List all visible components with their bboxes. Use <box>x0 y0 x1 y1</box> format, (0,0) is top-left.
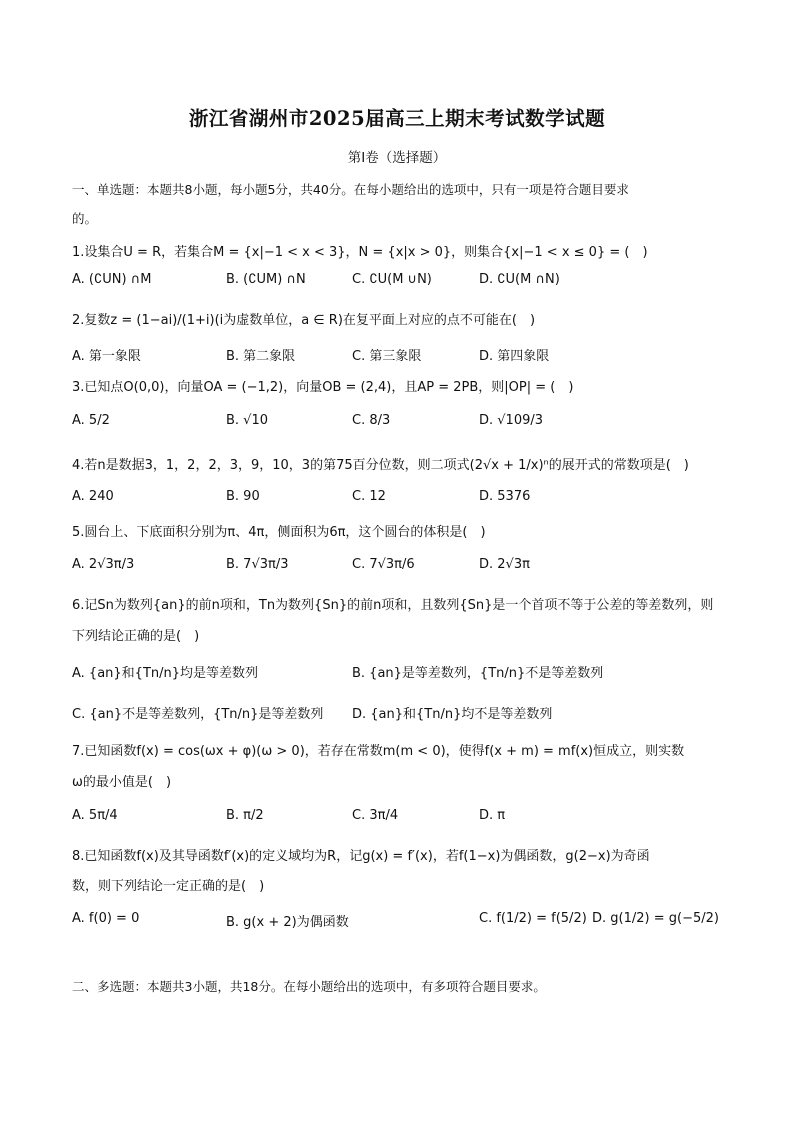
question-1-option-b: B. (∁UM) ∩N <box>226 272 306 287</box>
section2-heading: 二、多选题：本题共3小题，共18分。在每小题给出的选项中，有多项符合题目要求。 <box>72 979 546 994</box>
question-2-option-d: D. 第四象限 <box>479 349 550 364</box>
question-5-option-d: D. 2√3π <box>479 557 530 572</box>
question-8-stem-cont: 数，则下列结论一定正确的是( ) <box>72 879 265 894</box>
question-7-option-b: B. π/2 <box>226 808 264 823</box>
question-6-stem-cont: 下列结论正确的是( ) <box>72 629 200 644</box>
question-5-stem: 5.圆台上、下底面积分别为π、4π，侧面积为6π，这个圆台的体积是( ) <box>72 525 486 540</box>
question-8-option-c: C. f(1/2) = f(5/2) <box>479 911 587 926</box>
question-3-option-a: A. 5/2 <box>72 413 110 428</box>
question-2-option-c: C. 第三象限 <box>352 349 422 364</box>
question-4-option-d: D. 5376 <box>479 489 531 504</box>
question-7-option-a: A. 5π/4 <box>72 808 118 823</box>
question-8-stem: 8.已知函数f(x)及其导函数f′(x)的定义域均为R，记g(x) = f′(x)，若f(1−x)为偶函数，g(2−x)为奇函 <box>72 849 650 864</box>
question-3-option-b: B. √10 <box>226 413 269 428</box>
question-5-option-b: B. 7√3π/3 <box>226 557 289 572</box>
question-7-option-d: D. π <box>479 808 506 823</box>
question-4-option-a: A. 240 <box>72 489 114 504</box>
question-7-stem: 7.已知函数f(x) = cos(ωx + φ)(ω > 0)，若存在常数m(m < 0)，使得f(x + m) = mf(x)恒成立，则实数 <box>72 744 685 759</box>
question-1-option-a: A. (∁UN) ∩M <box>72 272 152 287</box>
exam-subtitle: 第I卷（选择题） <box>347 150 447 166</box>
question-7-option-c: C. 3π/4 <box>352 808 399 823</box>
question-4-option-c: C. 12 <box>352 489 386 504</box>
question-2-option-b: B. 第二象限 <box>226 349 296 364</box>
section1-heading: 一、单选题：本题共8小题，每小题5分，共40分。在每小题给出的选项中，只有一项是符合题目要求 <box>72 182 629 197</box>
question-3-option-c: C. 8/3 <box>352 413 391 428</box>
question-2-option-a: A. 第一象限 <box>72 349 141 364</box>
question-7-stem-cont: ω的最小值是( ) <box>72 775 172 790</box>
question-6-option-d: D. {an}和{Tn/n}均不是等差数列 <box>352 707 553 722</box>
question-1-option-d: D. ∁U(M ∩N) <box>479 272 560 287</box>
question-6-option-c: C. {an}不是等差数列，{Tn/n}是等差数列 <box>72 707 324 722</box>
question-6-stem: 6.记Sn为数列{an}的前n项和，Tn为数列{Sn}的前n项和，且数列{Sn}是一个首项不等于公差的等差数列，则 <box>72 598 714 613</box>
question-1-option-c: C. ∁U(M ∪N) <box>352 272 432 287</box>
exam-title: 浙江省湖州市2025届高三上期末考试数学试题 <box>188 107 606 130</box>
question-5-option-c: C. 7√3π/6 <box>352 557 415 572</box>
question-3-stem: 3.已知点O(0,0)，向量OA = (−1,2)，向量OB = (2,4)，且AP = 2PB，则|OP| = ( ) <box>72 380 574 395</box>
question-8-option-a: A. f(0) = 0 <box>72 911 140 926</box>
question-1-stem: 1.设集合U = R，若集合M = {x|−1 < x < 3}，N = {x|x > 0}，则集合{x|−1 < x ≤ 0} = ( ) <box>72 245 648 260</box>
question-5-option-a: A. 2√3π/3 <box>72 557 135 572</box>
question-4-stem: 4.若n是数据3，1，2，2，3，9，10，3的第75百分位数，则二项式(2√x + 1/x)ⁿ的展开式的常数项是( ) <box>72 458 689 473</box>
question-6-option-a: A. {an}和{Tn/n}均是等差数列 <box>72 666 259 681</box>
question-3-option-d: D. √109/3 <box>479 413 544 428</box>
question-8-option-b: B. g(x + 2)为偶函数 <box>226 915 349 930</box>
question-4-option-b: B. 90 <box>226 489 260 504</box>
question-8-option-d: D. g(1/2) = g(−5/2) <box>592 911 719 926</box>
section1-heading-cont: 的。 <box>72 211 98 226</box>
question-6-option-b: B. {an}是等差数列，{Tn/n}不是等差数列 <box>352 666 604 681</box>
question-2-stem: 2.复数z = (1−ai)/(1+i)(i为虚数单位，a ∈ R)在复平面上对应的点不可能在( ) <box>72 313 536 328</box>
